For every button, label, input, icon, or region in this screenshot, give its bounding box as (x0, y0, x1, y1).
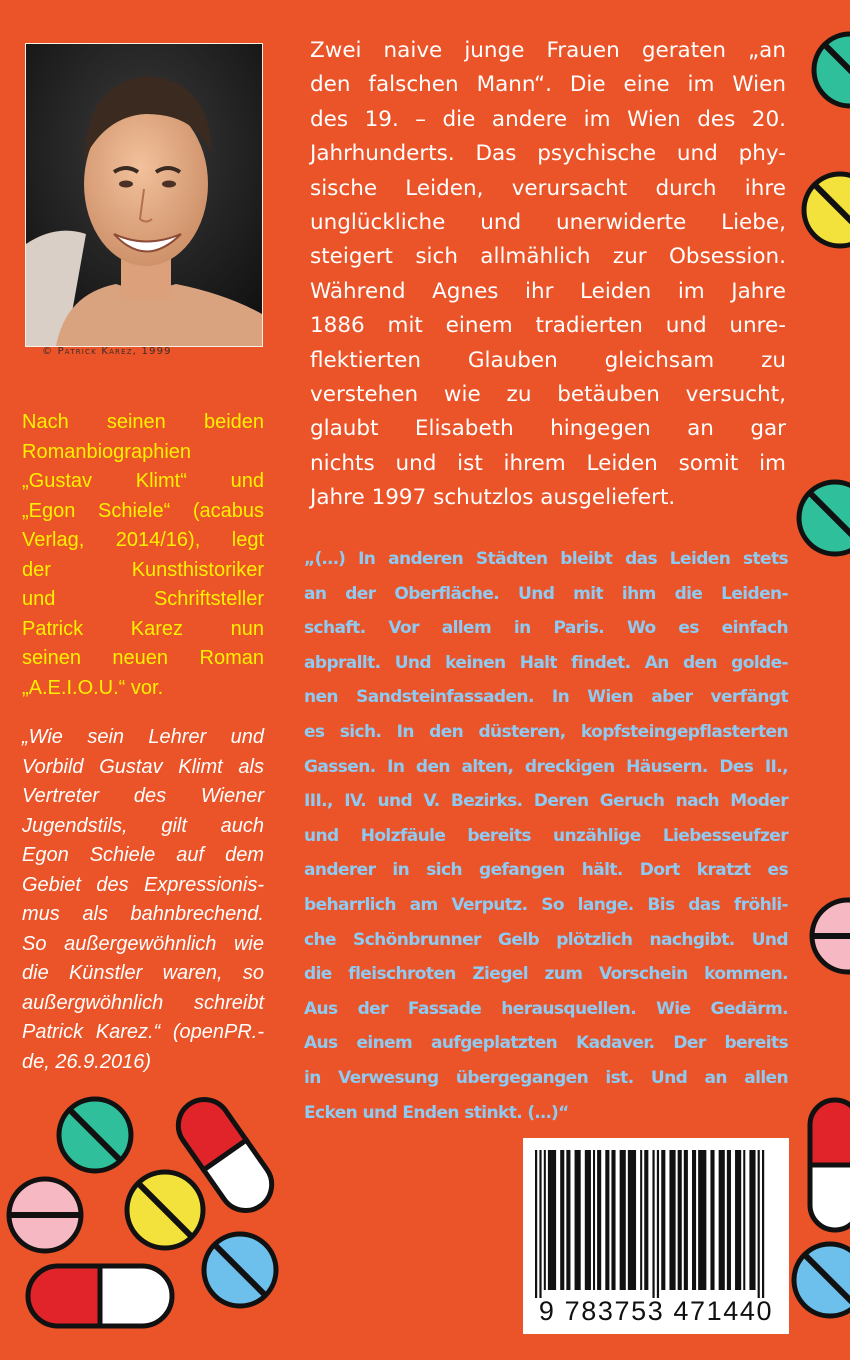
synopsis-line: des 19. – die andere im Wien des 20. (310, 106, 786, 132)
barcode-bar (620, 1150, 626, 1290)
yellow-tablet-icon (120, 1165, 210, 1255)
barcode-bars (523, 1138, 789, 1298)
press-quote-line: die Künstler waren, so (22, 962, 264, 984)
barcode-bar (652, 1150, 654, 1298)
synopsis-line: Während Agnes ihr Leiden im Jahre (310, 278, 786, 304)
barcode-bar (539, 1150, 541, 1298)
press-quote-line: Egon Schiele auf dem (22, 844, 264, 866)
red-white-capsule-icon (805, 1090, 850, 1240)
press-quote-line: Patrick Karez.“ (openPR.- (22, 1021, 264, 1043)
bio-line: Patrick Karez nun (22, 617, 264, 640)
barcode-bar (593, 1150, 595, 1290)
excerpt-line: III., IV. und V. Bezirks. Deren Geruch nach Moder (304, 791, 788, 812)
author-bio (22, 408, 264, 703)
synopsis-line: den falschen Mann“. Die eine im Wien (310, 72, 786, 98)
excerpt-line: Ecken und Enden stinkt. (…)“ (304, 1102, 569, 1123)
barcode-bar (678, 1150, 682, 1290)
barcode-bar (669, 1150, 675, 1290)
excerpt-line: abprallt. Und keinen Halt findet. An den golde- (304, 652, 788, 673)
barcode-bar (719, 1150, 725, 1290)
barcode-bar (544, 1150, 546, 1290)
pink-tablet-icon (808, 896, 850, 976)
isbn-number: 9 783753 471440 (538, 1296, 774, 1326)
synopsis-line: sische Leiden, verursacht durch ihre (310, 175, 786, 201)
synopsis (310, 34, 786, 515)
red-white-capsule-icon (20, 1258, 180, 1338)
barcode-bar (749, 1150, 755, 1290)
barcode-bar (684, 1150, 688, 1290)
book-excerpt (304, 542, 788, 1130)
synopsis-line: flektierten Glauben gleichsam zu (310, 347, 786, 373)
press-quote-line: Gebiet des Expressionis- (22, 873, 264, 896)
blue-tablet-icon (200, 1230, 280, 1310)
bio-line: seinen neuen Roman (22, 647, 264, 669)
barcode-bar (661, 1150, 665, 1290)
synopsis-line: Zwei naive junge Frauen geraten „an (310, 38, 786, 63)
bio-line: Romanbiographien (22, 440, 192, 463)
barcode-bar (535, 1150, 537, 1298)
barcode-bar (762, 1150, 764, 1298)
barcode-bar (640, 1150, 642, 1290)
excerpt-line: „(…) In anderen Städten bleibt das Leiden stets (304, 549, 788, 569)
yellow-tablet-icon (800, 170, 850, 250)
excerpt-line: Gassen. In den alten, dreckigen Häusern. Des II., (304, 756, 788, 777)
author-photo (25, 43, 263, 347)
barcode-bar (743, 1150, 745, 1290)
photo-credit: © Patrick Karez, 1999 (42, 346, 172, 357)
barcode-bar (644, 1150, 648, 1290)
press-quote-line: „Wie sein Lehrer und (22, 726, 264, 748)
barcode-bar (692, 1150, 696, 1290)
press-quote-line: de, 26.9.2016) (22, 1050, 151, 1073)
press-quote (22, 723, 264, 1077)
barcode-bar (611, 1150, 615, 1290)
press-quote-line: Vorbild Gustav Klimt als (22, 755, 264, 778)
press-quote-line: Vertreter des Wiener (22, 785, 264, 807)
press-quote-line: So außergewöhnlich wie (22, 932, 264, 955)
bio-line: „Gustav Klimt“ und (22, 470, 264, 492)
barcode-bar (758, 1150, 760, 1298)
barcode-bar (575, 1150, 581, 1290)
teal-tablet-icon (795, 478, 850, 558)
bio-line: der Kunsthistoriker (22, 558, 264, 581)
blue-tablet-icon (790, 1240, 850, 1320)
synopsis-line: verstehen wie zu betäuben versucht, (310, 381, 786, 407)
excerpt-line: Aus der Fassade herausquellen. Wie Gedärm. (304, 998, 788, 1019)
barcode-bar (657, 1150, 659, 1298)
synopsis-line: steigert sich allmählich zur Obsession. (310, 244, 786, 270)
press-quote-line: außergwöhnlich schreibt (22, 991, 264, 1014)
barcode-bar (628, 1150, 636, 1290)
excerpt-line: nen Sandsteinfassaden. In Wien aber verfängt (304, 687, 788, 708)
excerpt-line: schaft. Vor allem in Paris. Wo es einfach (304, 618, 788, 639)
barcode-bar (710, 1150, 714, 1290)
synopsis-line: 1886 mit einem tradierten und unre- (310, 313, 786, 339)
teal-tablet-icon (55, 1095, 135, 1175)
press-quote-line: mus als bahnbrechend. (22, 903, 264, 925)
synopsis-line: Jahrhunderts. Das psychische und phy- (310, 141, 786, 167)
bio-line: „Egon Schiele“ (acabus (22, 499, 264, 522)
barcode-bar (597, 1150, 601, 1290)
press-quote-line: Jugendstils, gilt auch (22, 814, 264, 837)
barcode-bar (698, 1150, 706, 1290)
excerpt-line: an der Oberfläche. Und mit ihm die Leiden- (304, 583, 788, 604)
synopsis-line: unglückliche und unerwiderte Liebe, (310, 209, 786, 235)
bio-line: Verlag, 2014/16), legt (22, 529, 264, 551)
barcode-bar (548, 1150, 556, 1290)
bio-line: und Schriftsteller (22, 588, 264, 610)
bio-line: „A.E.I.O.U.“ vor. (22, 676, 164, 699)
synopsis-line: glaubt Elisabeth hingegen an gar (310, 416, 786, 442)
barcode-bar (727, 1150, 731, 1290)
barcode-bar (735, 1150, 741, 1290)
barcode-bar (566, 1150, 570, 1290)
excerpt-line: Aus einem aufgeplatzten Kadaver. Der bereits (304, 1033, 788, 1054)
barcode-bar (585, 1150, 591, 1290)
excerpt-line: anderer in sich gefangen hält. Dort kratzt es (304, 860, 788, 881)
pink-tablet-icon (5, 1175, 85, 1255)
excerpt-line: es sich. In den düsteren, kopfsteingepflasterten (304, 721, 788, 742)
barcode-bar (560, 1150, 564, 1290)
excerpt-line: in Verwesung übergegangen ist. Und an allen (304, 1067, 788, 1088)
excerpt-line: che Schönbrunner Gelb plötzlich nachgibt. Und (304, 929, 788, 950)
synopsis-line: nichts und ist ihrem Leiden somit im (310, 450, 786, 476)
excerpt-line: die fleischroten Ziegel zum Vorschein kommen. (304, 964, 788, 985)
synopsis-line: Jahre 1997 schutzlos ausgeliefert. (310, 485, 676, 511)
barcode-bar (605, 1150, 609, 1290)
bio-line: Nach seinen beiden (22, 411, 264, 433)
excerpt-line: und Holzfäule bereits unzählige Liebesseufzer (304, 825, 788, 846)
teal-tablet-icon (810, 30, 850, 110)
excerpt-line: beharrlich am Verputz. So lange. Bis das fröhli- (304, 894, 788, 915)
